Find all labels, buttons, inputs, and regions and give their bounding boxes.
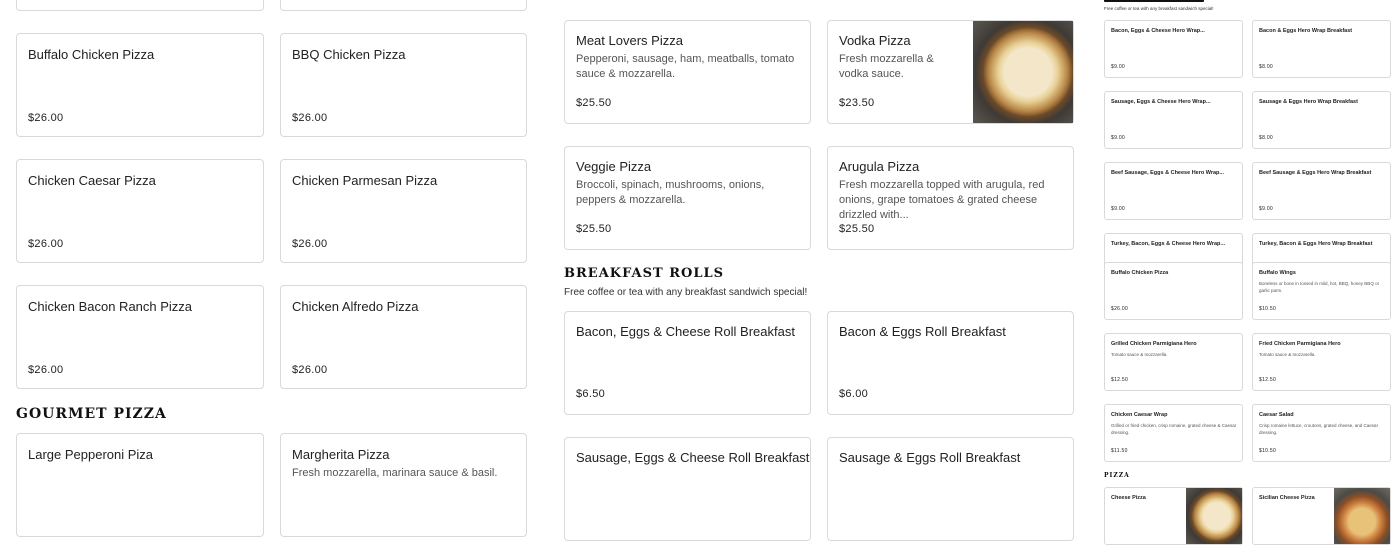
section-title: GOURMET PIZZA	[16, 406, 167, 422]
menu-item-card[interactable]	[16, 0, 264, 11]
menu-item-price: $26.00	[1111, 306, 1129, 312]
menu-item-price: $26.00	[292, 238, 328, 250]
menu-item-title: Chicken Parmesan Pizza	[292, 173, 438, 188]
menu-item-card[interactable]	[1252, 333, 1391, 391]
menu-item-card[interactable]	[1104, 262, 1243, 320]
menu-item-title: Chicken Alfredo Pizza	[292, 299, 419, 314]
menu-item-title: Margherita Pizza	[292, 447, 390, 462]
menu-item-card[interactable]	[280, 33, 527, 137]
menu-item-title: BBQ Chicken Pizza	[292, 47, 406, 62]
menu-item-price: $9.00	[1259, 206, 1274, 212]
menu-item-title: Turkey, Bacon & Eggs Hero Wrap Breakfast	[1259, 241, 1373, 247]
menu-item-card[interactable]	[827, 437, 1074, 541]
menu-item-price: $9.00	[1111, 206, 1126, 212]
menu-item-card[interactable]	[280, 0, 527, 11]
menu-item-price: $12.50	[1111, 377, 1129, 383]
menu-item-price: $6.50	[576, 388, 606, 400]
menu-item-title: Fried Chicken Parmigiana Hero	[1259, 341, 1341, 347]
menu-item-description: Crisp romaine lettuce, croutons, grated cheese, and Caesar dressing.	[1259, 423, 1379, 435]
menu-item-price: $25.50	[576, 223, 612, 235]
menu-item-price: $26.00	[292, 364, 328, 376]
menu-item-price: $23.50	[839, 97, 875, 109]
menu-item-price: $12.50	[1259, 377, 1277, 383]
menu-item-title: Grilled Chicken Parmigiana Hero	[1111, 341, 1197, 347]
menu-item-title: Bacon & Eggs Roll Breakfast	[839, 324, 1006, 339]
menu-item-card[interactable]	[1104, 162, 1243, 220]
menu-item-card[interactable]	[827, 20, 1074, 124]
menu-item-description: Broccoli, spinach, mushrooms, onions, peppers & mozzarella.	[576, 179, 765, 206]
menu-item-title: Chicken Caesar Wrap	[1111, 412, 1168, 418]
menu-item-card[interactable]	[564, 437, 811, 541]
menu-item-description: Fresh mozzarella & vodka sauce.	[839, 53, 934, 80]
menu-item-title: Buffalo Chicken Pizza	[1111, 270, 1169, 276]
menu-item-title: Bacon, Eggs & Cheese Roll Breakfast	[576, 324, 795, 339]
menu-item-card[interactable]	[827, 146, 1074, 250]
menu-item-title: Sausage, Eggs & Cheese Roll Breakfast	[576, 450, 810, 465]
menu-item-title: Chicken Caesar Pizza	[28, 173, 156, 188]
section-title-cutoff	[1104, 0, 1204, 2]
menu-item-title: Bacon, Eggs & Cheese Hero Wrap...	[1111, 28, 1205, 34]
menu-item-title: Buffalo Chicken Pizza	[28, 47, 155, 62]
menu-item-price: $25.50	[839, 223, 875, 235]
menu-item-card[interactable]	[564, 311, 811, 415]
menu-item-description: Fresh mozzarella, marinara sauce & basil.	[292, 467, 498, 479]
menu-item-title: Sicilian Cheese Pizza	[1259, 495, 1315, 501]
menu-item-description: Boneless or bone in tossed in mild, hot, BBQ, honey BBQ or garlic parm.	[1259, 281, 1380, 293]
menu-item-card[interactable]	[280, 433, 527, 537]
menu-item-description: Tomato sauce & mozzarella.	[1111, 352, 1168, 357]
menu-item-title: Veggie Pizza	[576, 159, 652, 174]
menu-item-card[interactable]	[1252, 262, 1391, 320]
menu-item-title: Caesar Salad	[1259, 412, 1294, 418]
menu-item-card[interactable]	[1104, 91, 1243, 149]
menu-item-title: Large Pepperoni Piza	[28, 447, 154, 462]
menu-item-card[interactable]	[827, 311, 1074, 415]
menu-item-card[interactable]	[564, 20, 811, 124]
menu-item-title: Turkey, Bacon, Eggs & Cheese Hero Wrap...	[1111, 241, 1226, 247]
menu-item-card[interactable]	[1252, 487, 1391, 545]
menu-item-card[interactable]	[1104, 20, 1243, 78]
menu-item-title: Sausage, Eggs & Cheese Hero Wrap...	[1111, 99, 1211, 105]
section-subtitle: Free coffee or tea with any breakfast sandwich special!	[1104, 6, 1214, 11]
menu-item-card[interactable]	[16, 285, 264, 389]
menu-item-title: Buffalo Wings	[1259, 270, 1296, 276]
menu-item-card[interactable]	[1252, 404, 1391, 462]
menu-item-price: $10.50	[1259, 448, 1277, 454]
menu-item-price: $26.00	[28, 112, 64, 124]
section-title: PIZZA	[1104, 472, 1130, 479]
menu-item-price: $11.50	[1111, 448, 1128, 454]
menu-item-description: Fresh mozzarella topped with arugula, red onions, grape tomatoes & grated cheese drizzled with...	[839, 179, 1045, 221]
menu-item-title: Meat Lovers Pizza	[576, 33, 683, 48]
menu-item-price: $26.00	[28, 238, 64, 250]
section-title: BREAKFAST ROLLS	[564, 266, 725, 281]
menu-item-card[interactable]	[1104, 333, 1243, 391]
menu-item-price: $9.00	[1111, 64, 1126, 70]
menu-item-description: Grilled or fried chicken, crisp romaine, grated cheese & Caesar dressing.	[1111, 423, 1237, 435]
menu-item-card[interactable]	[1252, 20, 1391, 78]
menu-item-card[interactable]	[1104, 487, 1243, 545]
menu-item-title: Cheese Pizza	[1111, 495, 1146, 501]
menu-item-description: Pepperoni, sausage, ham, meatballs, tomato sauce & mozzarella.	[576, 53, 795, 80]
menu-item-price: $10.50	[1259, 306, 1277, 312]
menu-item-price: $8.00	[1259, 135, 1274, 141]
menu-item-title: Chicken Bacon Ranch Pizza	[28, 299, 193, 314]
menu-item-description: Tomato sauce & mozzarella.	[1259, 352, 1316, 357]
menu-item-title: Bacon & Eggs Hero Wrap Breakfast	[1259, 28, 1353, 34]
menu-item-card[interactable]	[16, 33, 264, 137]
pizza-photo	[973, 21, 1073, 123]
menu-item-title: Beef Sausage & Eggs Hero Wrap Breakfast	[1259, 170, 1372, 176]
menu-item-card[interactable]	[1252, 162, 1391, 220]
pizza-photo	[1186, 488, 1242, 544]
menu-item-price: $9.00	[1111, 135, 1126, 141]
menu-item-title: Beef Sausage, Eggs & Cheese Hero Wrap...	[1111, 170, 1224, 176]
menu-item-title: Vodka Pizza	[839, 33, 911, 48]
menu-item-title: Sausage & Eggs Hero Wrap Breakfast	[1259, 99, 1358, 105]
menu-item-card[interactable]	[16, 159, 264, 263]
menu-item-card[interactable]	[564, 146, 811, 250]
menu-item-card[interactable]	[16, 433, 264, 537]
menu-item-price: $26.00	[28, 364, 64, 376]
menu-item-price: $8.00	[1259, 64, 1274, 70]
menu-item-price: $25.50	[576, 97, 612, 109]
menu-item-price: $6.00	[839, 388, 869, 400]
menu-item-title: Sausage & Eggs Roll Breakfast	[839, 450, 1021, 465]
menu-item-title: Arugula Pizza	[839, 159, 920, 174]
menu-item-card[interactable]	[1252, 91, 1391, 149]
section-subtitle: Free coffee or tea with any breakfast sandwich special!	[564, 287, 808, 298]
menu-item-card[interactable]	[1104, 404, 1243, 462]
pizza-photo	[1334, 488, 1390, 544]
menu-item-card[interactable]	[280, 159, 527, 263]
menu-item-price: $26.00	[292, 112, 328, 124]
menu-item-card[interactable]	[280, 285, 527, 389]
